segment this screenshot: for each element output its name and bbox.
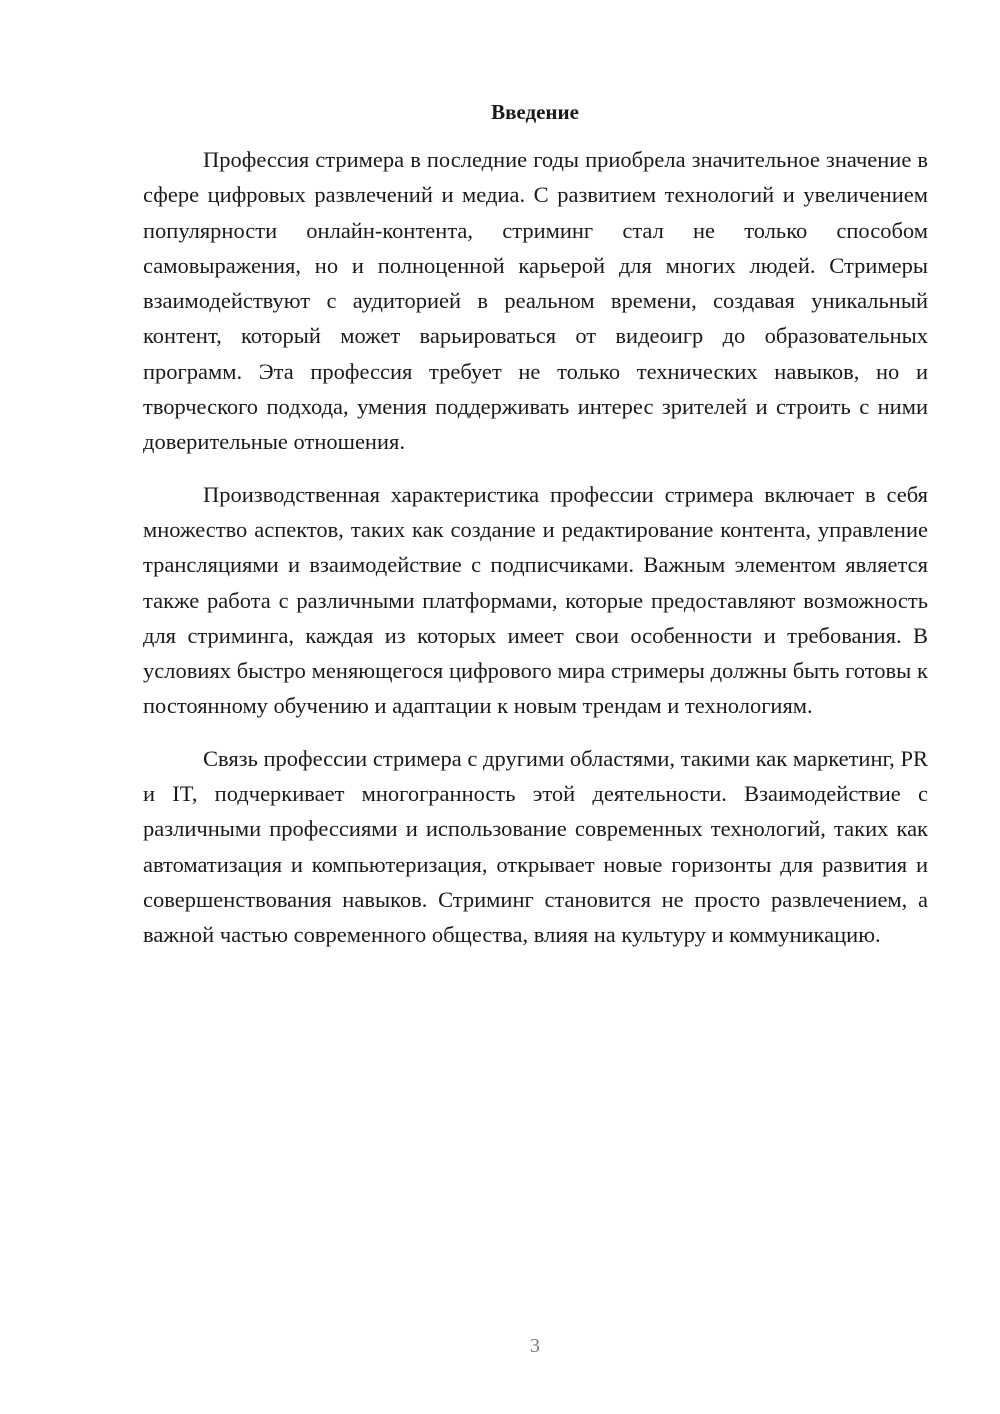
body-text — [143, 142, 928, 970]
section-heading: Введение — [491, 100, 579, 124]
paragraph-3: Связь профессии стримера с другими областями, такими как маркетинг, PR и IT, подчеркивает многогранность этой деятельности. Взаимодействие с различными профессиями и использование современных технологий, таких как автоматизация и компьютеризация, открывает новые горизонты для развития и совершенствования навыков. Стриминг становится не просто развлечением, а важной частью современного общества, влияя на культуру и коммуникацию. — [143, 745, 928, 948]
page-number: 3 — [530, 1335, 540, 1357]
paragraph-1: Профессия стримера в последние годы приобрела значительное значение в сфере цифровых развлечений и медиа. С развитием технологий и увеличением популярности онлайн-контента, стриминг стал не только способом самовыражения, но и полноценной карьерой для многих людей. Стримеры взаимодействуют с аудиторией в реальном времени, создавая уникальный контент, который может варьироваться от видеоигр до образовательных программ. Эта профессия требует не только технических навыков, но и творческого подхода, умения поддерживать интерес зрителей и строить с ними доверительные отношения. — [143, 147, 928, 455]
paragraph-2: Производственная характеристика профессии стримера включает в себя множество аспектов, таких как создание и редактирование контента, управление трансляциями и взаимодействие с подписчиками. Важным элементом является также работа с различными платформами, которые предоставляют возможность для стриминга, каждая из которых имеет свои особенности и требования. В условиях быстро меняющегося цифрового мира стримеры должны быть готовы к постоянному обучению и адаптации к новым трендам и технологиям. — [143, 481, 928, 719]
